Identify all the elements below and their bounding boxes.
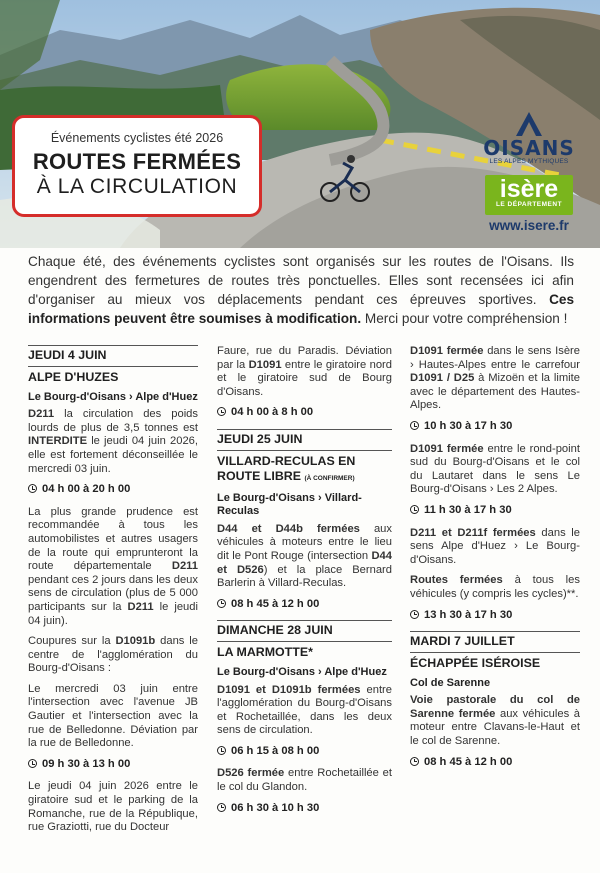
headline-subtitle: À LA CIRCULATION [36, 175, 238, 198]
closure-time: 08 h 45 à 12 h 00 [217, 598, 392, 612]
closure-text: Le jeudi 04 juin 2026 entre le giratoire sud et le parking de la Romanche, rue de la République, rue Graziotti, rue du Docteur [28, 780, 198, 834]
event-name: ÉCHAPPÉE ISÉROISE [410, 652, 580, 671]
closure-text: Routes fermées à tous les véhicules (y compris les cycles)**. [410, 574, 580, 600]
closure-text: La plus grande prudence est recommandée à tous les automobilistes et autres usagers de la route qui emprunteront la route départementale D211 pendant ces 2 jours dans les deux sens de circulation (plus de 5 000 participants sur la D211 le jeudi 04 juin). [28, 505, 198, 627]
closure-text: Faure, rue du Paradis. Déviation par la D1091 entre le giratoire nord et le giratoire sud de Bourg d'Oisans. [217, 345, 393, 398]
closure-time: 06 h 30 à 10 h 30 [217, 802, 392, 816]
event-date: JEUDI 4 JUIN [28, 345, 198, 363]
closure-text: D211 la circulation des poids lourds de plus de 3,5 tonnes est INTERDITE le jeudi 04 juin 2026, elle est fortement déconseillée le mercredi 03 juin. [28, 408, 198, 475]
intro-paragraph: Chaque été, des événements cyclistes sont organisés sur les routes de l'Oisans. Ils engendrent des fermetures de routes très ponctuelles. Elles sont recensées ici afin d'organiser au mieux vos déplacements pendant ces épreuves sportives. Ces informations peuvent être soumises à modification. Merci pour votre compréhension ! [28, 254, 574, 326]
closure-time: 13 h 30 à 17 h 30 [410, 609, 580, 623]
event-note: (À CONFIRMER) [304, 474, 355, 482]
clock-icon [410, 421, 419, 430]
headline-box [12, 115, 262, 217]
clock-icon [410, 610, 419, 619]
oisans-logo-text: OISANS [483, 136, 575, 160]
closure-text: D1091 et D1091b fermées entre l'agglomération du Bourg-d'Oisans et Rochetaillée, dans les deux sens de circulation. [217, 683, 392, 737]
headline-title: ROUTES FERMÉES [32, 149, 242, 174]
closure-time: 10 h 30 à 17 h 30 [410, 420, 580, 434]
event-date: JEUDI 25 JUIN [217, 429, 392, 447]
closure-time: 08 h 45 à 12 h 00 [410, 756, 580, 770]
clock-icon [410, 757, 419, 766]
clock-icon [217, 407, 226, 416]
clock-icon [217, 599, 226, 608]
closure-text: Coupures sur la D1091b dans le centre de l'agglomération du Bourg-d'Oisans : [28, 635, 198, 675]
isere-logo [485, 175, 573, 215]
clock-icon [28, 484, 37, 493]
closure-text: D526 fermée entre Rochetaillée et le col du Glandon. [217, 767, 392, 794]
event-name: VILLARD-RECULAS EN ROUTE LIBRE (À CONFIRMER) [217, 450, 392, 486]
event-route: Le Bourg-d'Oisans › Alpe d'Huez [28, 390, 198, 403]
intro-warning: Ces informations peuvent être soumises à modification. [28, 292, 574, 326]
event-name: ALPE D'HUZES [28, 366, 198, 385]
isere-logo-sub: LE DÉPARTEMENT [495, 201, 563, 208]
clock-icon [217, 746, 226, 755]
event-route: Col de Sarenne [410, 676, 491, 689]
partner-logos [474, 110, 584, 233]
headline-kicker: Événements cyclistes été 2026 [50, 131, 224, 145]
closure-text: D44 et D44b fermées aux véhicules à moteurs entre le lieu dit le Pont Rouge (intersection D44 et D526) et la place Bernard Barlerin à Villard-Reculas. [217, 522, 392, 590]
event-date: MARDI 7 JUILLET [410, 631, 580, 649]
oisans-mountain-icon [514, 110, 544, 138]
isere-website-link[interactable]: www.isere.fr [489, 218, 569, 233]
closure-time: 09 h 30 à 13 h 00 [28, 758, 198, 772]
clock-icon [217, 803, 226, 812]
closure-text: D1091 fermée dans le sens Isère › Hautes-Alpes entre le carrefour D1091 / D25 à Mizoën et la limite avec le département des Hautes-Alpes. [410, 345, 580, 412]
isere-logo-text: isère [499, 175, 559, 203]
closure-time: 04 h 00 à 8 h 00 [217, 406, 392, 420]
oisans-tagline: LES ALPES MYTHIQUES [489, 158, 569, 165]
column-1 [28, 345, 198, 842]
closure-text: D211 et D211f fermées dans le sens Alpe d'Huez › Le Bourg-d'Oisans. [410, 526, 581, 566]
event-route: Le Bourg-d'Oisans › Villard-Reculas [217, 491, 362, 518]
closure-time: 11 h 30 à 17 h 30 [410, 504, 580, 518]
event-date: DIMANCHE 28 JUIN [217, 620, 392, 638]
event-route: Le Bourg-d'Oisans › Alpe d'Huez [217, 665, 387, 678]
closure-text: Le mercredi 03 juin entre l'intersection avec l'avenue JB Gautier et l'intersection avec la rue de Belledonne. Déviation par la rue de Belledonne. [28, 682, 198, 750]
closure-text: D1091 fermée entre le rond-point sud du Bourg-d'Oisans et le col du Lautaret dans le sens Le Bourg-d'Oisans › Les 2 Alpes. [410, 442, 580, 496]
closure-time: 04 h 00 à 20 h 00 [28, 483, 198, 497]
event-name: LA MARMOTTE* [217, 641, 392, 660]
clock-icon [28, 759, 37, 768]
column-3 [410, 345, 580, 778]
closure-text: Voie pastorale du col de Sarenne fermée aux véhicules à moteur entre Clavans-le-Haut et le col de Sarenne. [410, 694, 580, 748]
closure-time: 06 h 15 à 08 h 00 [217, 745, 392, 759]
clock-icon [410, 505, 419, 514]
column-2 [217, 345, 392, 824]
